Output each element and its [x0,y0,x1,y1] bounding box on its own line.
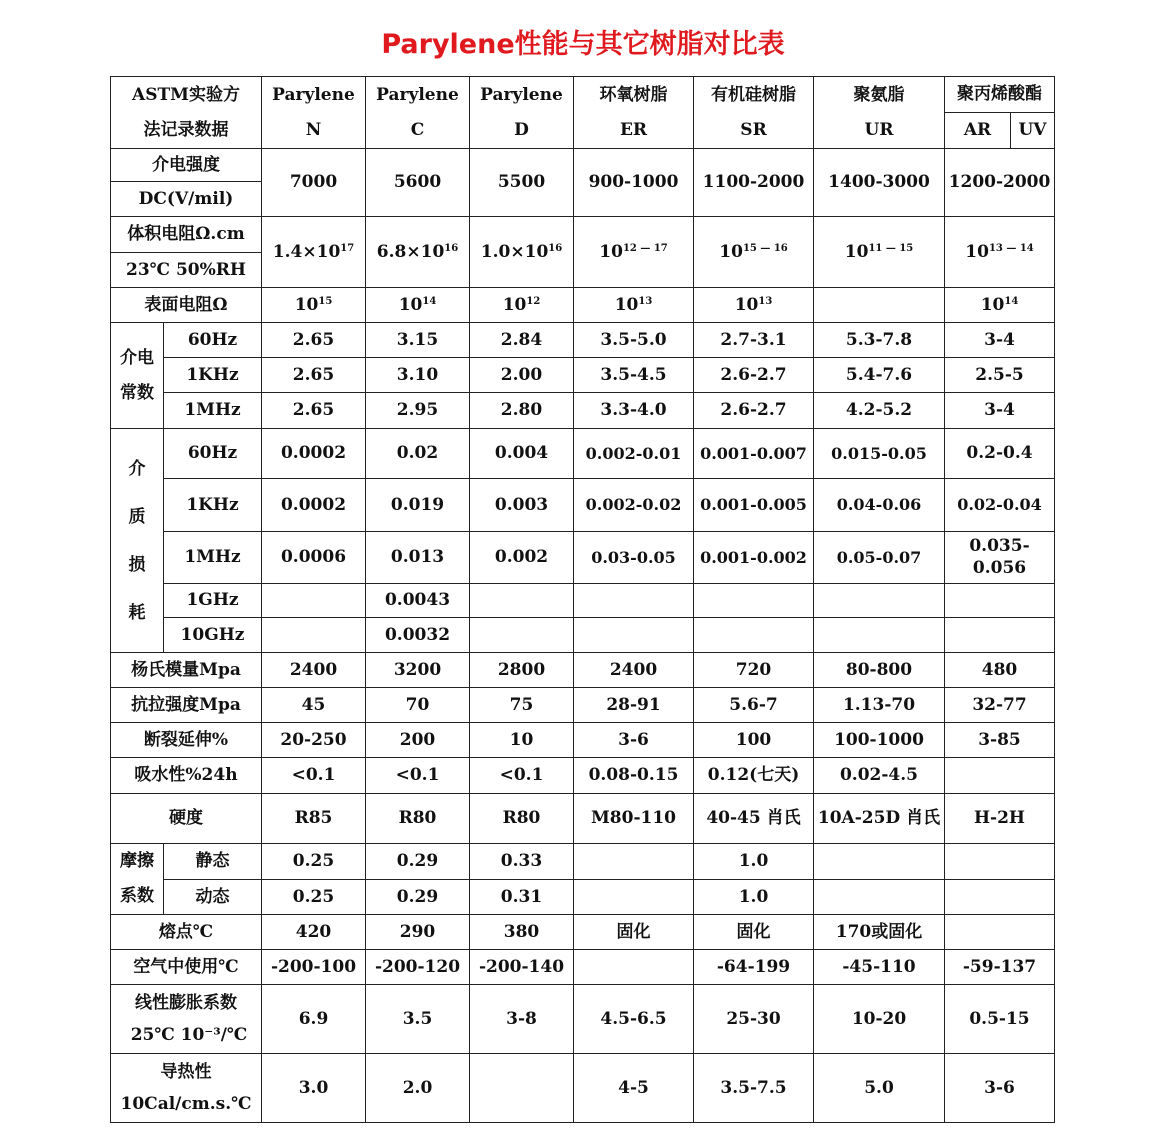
cell-value [574,950,694,985]
label-dielectric-strength: 介电强度 [111,149,262,182]
cell-value: $1.0\times 10^{16}$ [470,217,574,288]
cell-value: $10^{13}$ [694,288,814,323]
cell-value: 2.7-3.1 [694,323,814,358]
cell-value [262,584,366,618]
cell-value: 0.0043 [366,584,470,618]
cell-value: $10^{13 — 14}$ [945,217,1055,288]
cell-value: -59-137 [945,950,1055,985]
cell-value: 2800 [470,653,574,688]
cell-value: 2400 [574,653,694,688]
cell-value: R80 [470,794,574,844]
cell-value: 0.08-0.15 [574,758,694,794]
cell-value [574,879,694,915]
cell-value: 0.002-0.02 [574,479,694,532]
cell-value: 0.019 [366,479,470,532]
label-elongation: 断裂延伸% [111,723,262,758]
cell-value: 20-250 [262,723,366,758]
cell-value: 75 [470,688,574,723]
cell-value: M80-110 [574,794,694,844]
cell-value: <0.1 [366,758,470,794]
cell-value: 5.0 [814,1054,945,1123]
cell-value: 3-85 [945,723,1055,758]
label-water-absorption: 吸水性%24h [111,758,262,794]
cell-value: 固化 [574,915,694,950]
cell-value: 25-30 [694,985,814,1054]
cell-value: 3.5-5.0 [574,323,694,358]
cell-value: <0.1 [262,758,366,794]
cell-value: 0.0032 [366,618,470,653]
cell-value: 0.31 [470,879,574,915]
label-freq: 1MHz [164,532,262,584]
header-epoxy: 环氧树脂 ER [574,77,694,149]
cell-value: 900-1000 [574,149,694,217]
cell-value: 3-8 [470,985,574,1054]
cell-value: H-2H [945,794,1055,844]
cell-value: 1100-2000 [694,149,814,217]
cell-value: 0.29 [366,879,470,915]
cell-value: $10^{13}$ [574,288,694,323]
cell-value: 2.65 [262,393,366,429]
cell-value: 1200-2000 [945,149,1055,217]
cell-value: 0.035-0.056 [945,532,1055,584]
cell-value: $10^{15}$ [262,288,366,323]
cell-value: 2.0 [366,1054,470,1123]
cell-value: 2.5-5 [945,358,1055,393]
cell-value: 0.33 [470,844,574,880]
cell-value: 170或固化 [814,915,945,950]
cell-value: 290 [366,915,470,950]
cell-value: 3.5-7.5 [694,1054,814,1123]
label-dissipation: 介 质 损 耗 [111,429,164,653]
cell-value: 0.25 [262,879,366,915]
cell-value: 4-5 [574,1054,694,1123]
cell-value: 5.3-7.8 [814,323,945,358]
cell-value: 420 [262,915,366,950]
cell-value: 3-6 [574,723,694,758]
cell-value: $10^{14}$ [366,288,470,323]
cell-value: 0.04-0.06 [814,479,945,532]
cell-value: 0.29 [366,844,470,880]
label-tensile-strength: 抗拉强度Mpa [111,688,262,723]
header-urethane: 聚氨脂 UR [814,77,945,149]
cell-value: 3.10 [366,358,470,393]
label-surface-resistivity: 表面电阻Ω [111,288,262,323]
cell-value: -200-100 [262,950,366,985]
label-friction: 摩擦 系数 [111,844,164,915]
label-freq: 10GHz [164,618,262,653]
cell-value: 40-45 肖氏 [694,794,814,844]
cell-value: 1.13-70 [814,688,945,723]
cell-value: 4.5-6.5 [574,985,694,1054]
cell-value: 0.0002 [262,479,366,532]
label-volume-resistivity-cond: 23℃ 50%RH [111,253,262,288]
cell-value [945,618,1055,653]
cell-value: $10^{15 — 16}$ [694,217,814,288]
cell-value: $10^{12}$ [470,288,574,323]
cell-value: -45-110 [814,950,945,985]
cell-value: 5.6-7 [694,688,814,723]
cell-value [470,618,574,653]
cell-value: 2.84 [470,323,574,358]
header-acrylic-ar: AR [945,113,1011,149]
cell-value [470,584,574,618]
label-freq: 60Hz [164,323,262,358]
header-parylene-d: Parylene D [470,77,574,149]
cell-value: 0.02-4.5 [814,758,945,794]
cell-value: 0.015-0.05 [814,429,945,479]
cell-value [574,584,694,618]
cell-value: -64-199 [694,950,814,985]
cell-value: R80 [366,794,470,844]
cell-value: 2.95 [366,393,470,429]
label-friction-dynamic: 动态 [164,879,262,915]
cell-value: 固化 [694,915,814,950]
cell-value: 5600 [366,149,470,217]
cell-value: -200-120 [366,950,470,985]
header-acrylic-uv: UV [1011,113,1055,149]
cell-value: $10^{14}$ [945,288,1055,323]
cell-value: 1400-3000 [814,149,945,217]
cell-value [574,844,694,880]
cell-value [945,844,1055,880]
cell-value: 1.0 [694,879,814,915]
cell-value: -200-140 [470,950,574,985]
cell-value: 3200 [366,653,470,688]
label-volume-resistivity: 体积电阻Ω.cm [111,217,262,253]
cell-value: 720 [694,653,814,688]
cell-value [945,915,1055,950]
cell-value: 1.0 [694,844,814,880]
cell-value: 480 [945,653,1055,688]
cell-value: 200 [366,723,470,758]
cell-value: 0.002-0.01 [574,429,694,479]
cell-value: 2.00 [470,358,574,393]
cell-value [945,758,1055,794]
cell-value [814,879,945,915]
cell-value: 0.25 [262,844,366,880]
label-dielectric-strength-unit: DC(V/mil) [111,182,262,217]
cell-value: 6.9 [262,985,366,1054]
header-parylene-n: Parylene N [262,77,366,149]
cell-value: 0.12(七天) [694,758,814,794]
label-friction-static: 静态 [164,844,262,880]
page-title: Parylene性能与其它树脂对比表 [381,29,785,60]
label-melting-point: 熔点℃ [111,915,262,950]
cell-value: 3.15 [366,323,470,358]
cell-value: 5500 [470,149,574,217]
cell-value [814,288,945,323]
cell-value: 0.004 [470,429,574,479]
cell-value: $6.8\times 10^{16}$ [366,217,470,288]
cell-value: 0.5-15 [945,985,1055,1054]
label-freq: 60Hz [164,429,262,479]
label-freq: 1KHz [164,479,262,532]
cell-value [470,1054,574,1123]
cell-value [262,618,366,653]
cell-value: 2.65 [262,358,366,393]
cell-value: 0.05-0.07 [814,532,945,584]
cell-value: 45 [262,688,366,723]
cell-value: 2.65 [262,323,366,358]
header-parylene-c: Parylene C [366,77,470,149]
label-dielectric-constant: 介电 常数 [111,323,164,429]
cell-value: $10^{12 — 17}$ [574,217,694,288]
cell-value: 2.80 [470,393,574,429]
cell-value: 32-77 [945,688,1055,723]
cell-value [694,618,814,653]
cell-value: 2400 [262,653,366,688]
cell-value [814,584,945,618]
cell-value: 0.001-0.007 [694,429,814,479]
cell-value: 4.2-5.2 [814,393,945,429]
label-air-use-temp: 空气中使用℃ [111,950,262,985]
cell-value: 3.0 [262,1054,366,1123]
cell-value [694,584,814,618]
label-thermal-conductivity: 导热性 10Cal/cm.s.℃ [111,1054,262,1123]
cell-value: 10 [470,723,574,758]
cell-value: 380 [470,915,574,950]
cell-value [814,618,945,653]
cell-value [814,844,945,880]
cell-value: 3-4 [945,323,1055,358]
cell-value: 3.5-4.5 [574,358,694,393]
cell-value: 100 [694,723,814,758]
label-freq: 1GHz [164,584,262,618]
cell-value: 5.4-7.6 [814,358,945,393]
cell-value: 0.002 [470,532,574,584]
cell-value: 0.003 [470,479,574,532]
cell-value: 28-91 [574,688,694,723]
cell-value: <0.1 [470,758,574,794]
cell-value: 0.013 [366,532,470,584]
cell-value: 0.001-0.005 [694,479,814,532]
cell-value: 7000 [262,149,366,217]
cell-value: 3.5 [366,985,470,1054]
cell-value: R85 [262,794,366,844]
header-silicone: 有机硅树脂 SR [694,77,814,149]
cell-value: 2.6-2.7 [694,393,814,429]
cell-value: 2.6-2.7 [694,358,814,393]
label-hardness: 硬度 [111,794,262,844]
label-youngs-modulus: 杨氏模量Mpa [111,653,262,688]
cell-value: $10^{11 — 15}$ [814,217,945,288]
cell-value: 70 [366,688,470,723]
cell-value: 10-20 [814,985,945,1054]
cell-value: 0.0002 [262,429,366,479]
cell-value [945,879,1055,915]
cell-value [574,618,694,653]
cell-value [945,584,1055,618]
cell-value: 3.3-4.0 [574,393,694,429]
cell-value: 0.2-0.4 [945,429,1055,479]
cell-value: $1.4\times 10^{17}$ [262,217,366,288]
label-freq: 1KHz [164,358,262,393]
cell-value: 10A-25D 肖氏 [814,794,945,844]
label-freq: 1MHz [164,393,262,429]
cell-value: 0.001-0.002 [694,532,814,584]
comparison-table [110,76,1055,1123]
cell-value: 0.02-0.04 [945,479,1055,532]
cell-value: 0.03-0.05 [574,532,694,584]
header-acrylic: 聚丙烯酸酯 [945,77,1055,113]
cell-value: 0.02 [366,429,470,479]
cell-value: 80-800 [814,653,945,688]
cell-value: 100-1000 [814,723,945,758]
cell-value: 3-4 [945,393,1055,429]
cell-value: 0.0006 [262,532,366,584]
cell-value: 3-6 [945,1054,1055,1123]
header-method: ASTM实验方 法记录数据 [111,77,262,149]
label-linear-expansion: 线性膨胀系数 25℃ 10⁻³/℃ [111,985,262,1054]
